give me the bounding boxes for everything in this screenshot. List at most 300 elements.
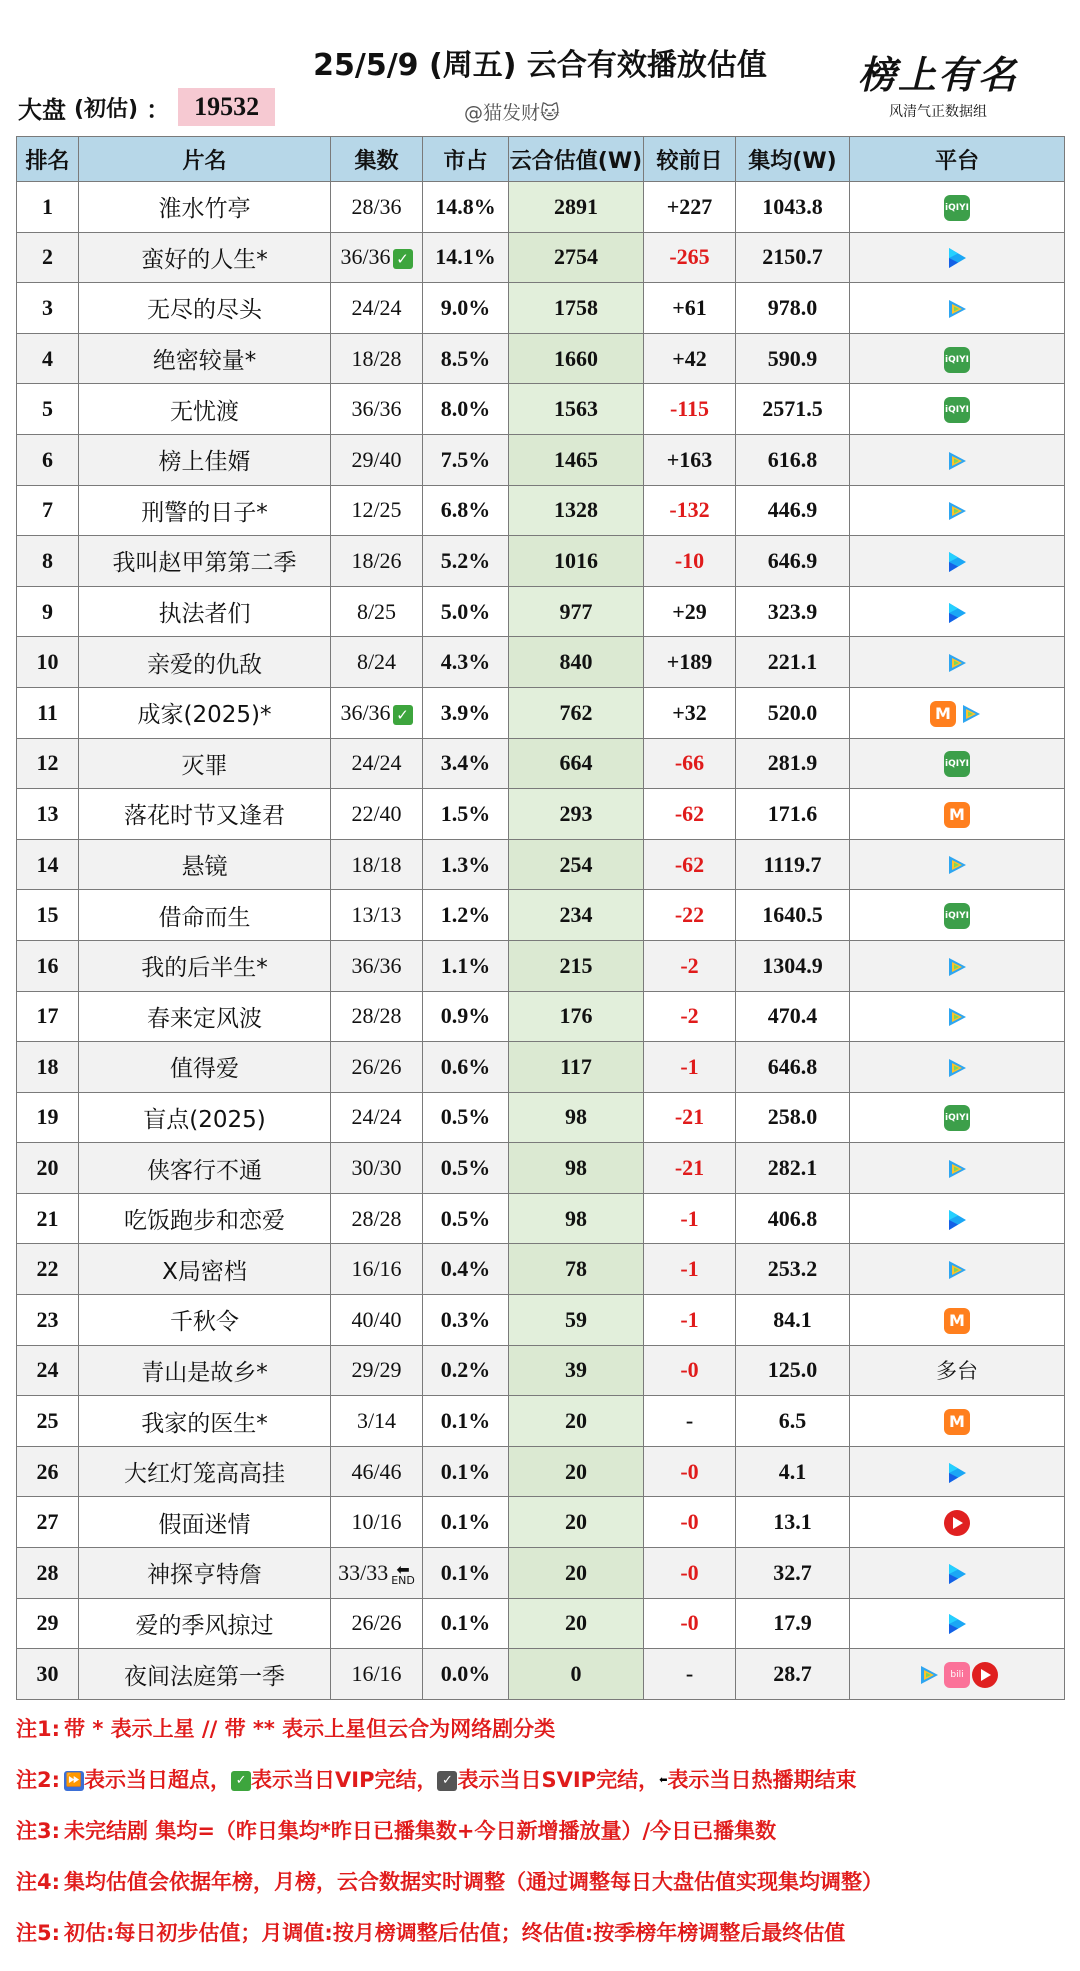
episodes-cell: 30/30 <box>331 1143 423 1194</box>
title-cell: 无尽的尽头 <box>79 283 331 334</box>
rank-cell: 28 <box>17 1548 79 1599</box>
title-cell: 假面迷情 <box>79 1497 331 1548</box>
episodes-cell: 36/36 ✓ <box>331 232 423 283</box>
share-cell: 4.3% <box>423 637 509 688</box>
note-text: 表示当日热播期结束 <box>667 1767 857 1792</box>
end-icon <box>391 1559 415 1587</box>
youku-icon <box>944 1561 970 1587</box>
table-row <box>17 1092 1065 1143</box>
episodes-cell: 3/14 <box>331 1396 423 1447</box>
share-cell: 0.1% <box>423 1396 509 1447</box>
average-cell: 6.5 <box>736 1396 850 1447</box>
delta-cell: -1 <box>644 1295 736 1346</box>
tencent-video-icon <box>958 701 984 727</box>
note-text: 初估:每日初步估值；月调值:按月榜调整后估值；终估值:按季榜年榜调整后最终估值 <box>64 1920 846 1945</box>
rank-cell: 25 <box>17 1396 79 1447</box>
delta-cell: - <box>644 1396 736 1447</box>
episodes-cell: 28/36 <box>331 182 423 233</box>
estimate-cell: 1328 <box>509 485 644 536</box>
title-cell: 我叫赵甲第第二季 <box>79 536 331 587</box>
title-cell: 大红灯笼高高挂 <box>79 1446 331 1497</box>
delta-cell: -1 <box>644 1244 736 1295</box>
share-cell: 7.5% <box>423 434 509 485</box>
average-cell: 282.1 <box>736 1143 850 1194</box>
platform-cell <box>850 1598 1065 1649</box>
rank-cell: 7 <box>17 485 79 536</box>
average-cell: 17.9 <box>736 1598 850 1649</box>
brand-logo <box>848 44 1028 132</box>
title-cell: 侠客行不通 <box>79 1143 331 1194</box>
platform-cell <box>850 940 1065 991</box>
share-cell: 1.3% <box>423 839 509 890</box>
episodes-cell: 8/25 <box>331 586 423 637</box>
migu-icon <box>972 1662 998 1688</box>
delta-cell: -115 <box>644 384 736 435</box>
platform-cell <box>850 333 1065 384</box>
table-header-row <box>17 137 1065 182</box>
youku-icon <box>944 1460 970 1486</box>
estimate-cell: 1016 <box>509 536 644 587</box>
ranking-table <box>16 136 1065 1700</box>
title-cell: 执法者们 <box>79 586 331 637</box>
share-cell: 5.2% <box>423 536 509 587</box>
note-text: 表示当日SVIP完结， <box>457 1767 660 1792</box>
share-cell: 1.2% <box>423 890 509 941</box>
delta-cell: -0 <box>644 1446 736 1497</box>
rank-cell: 27 <box>17 1497 79 1548</box>
delta-cell: -1 <box>644 1042 736 1093</box>
end-arrow: ⬅ <box>396 1559 410 1579</box>
platform-cell <box>850 789 1065 840</box>
estimate-cell: 20 <box>509 1497 644 1548</box>
episodes-cell: 28/28 <box>331 1193 423 1244</box>
mango-tv-icon: M <box>944 802 970 828</box>
average-cell: 2150.7 <box>736 232 850 283</box>
estimate-cell: 254 <box>509 839 644 890</box>
episodes-cell: 10/16 <box>331 1497 423 1548</box>
share-cell: 9.0% <box>423 283 509 334</box>
title-cell: 爱的季风掠过 <box>79 1598 331 1649</box>
average-cell: 1640.5 <box>736 890 850 941</box>
tencent-video-icon <box>944 1156 970 1182</box>
title-cell: 我的后半生* <box>79 940 331 991</box>
tencent-video-icon <box>916 1662 942 1688</box>
iqiyi-icon: iQIYI <box>944 903 970 929</box>
market-label: 大盘 <box>18 95 66 124</box>
estimate-cell: 1758 <box>509 283 644 334</box>
col-platform-header: 平台 <box>850 137 1065 182</box>
share-cell: 8.0% <box>423 384 509 435</box>
rank-cell: 18 <box>17 1042 79 1093</box>
average-cell: 978.0 <box>736 283 850 334</box>
platform-cell <box>850 1396 1065 1447</box>
note-4 <box>16 1857 1064 1908</box>
delta-cell: +42 <box>644 333 736 384</box>
estimate-cell: 293 <box>509 789 644 840</box>
episodes-cell: 13/13 <box>331 890 423 941</box>
platform-cell <box>850 384 1065 435</box>
episodes-cell: 26/26 <box>331 1598 423 1649</box>
col-average-header: 集均(W) <box>736 137 850 182</box>
share-cell: 0.9% <box>423 991 509 1042</box>
table-row <box>17 1396 1065 1447</box>
check-icon-dark: ✓ <box>437 1771 457 1791</box>
col-name-header: 片名 <box>79 137 331 182</box>
platform-cell <box>850 283 1065 334</box>
average-cell: 84.1 <box>736 1295 850 1346</box>
share-cell: 0.0% <box>423 1649 509 1700</box>
rank-cell: 15 <box>17 890 79 941</box>
average-cell: 253.2 <box>736 1244 850 1295</box>
estimate-cell: 0 <box>509 1649 644 1700</box>
estimate-cell: 39 <box>509 1345 644 1396</box>
market-paren: (初估) <box>74 96 139 122</box>
estimate-cell: 20 <box>509 1548 644 1599</box>
delta-cell: -10 <box>644 536 736 587</box>
episodes-cell: 24/24 <box>331 1092 423 1143</box>
share-cell: 0.6% <box>423 1042 509 1093</box>
rank-cell: 9 <box>17 586 79 637</box>
table-row <box>17 283 1065 334</box>
average-cell: 28.7 <box>736 1649 850 1700</box>
estimate-cell: 98 <box>509 1092 644 1143</box>
col-delta-header: 较前日 <box>644 137 736 182</box>
sheet-header <box>16 18 1064 136</box>
share-cell: 8.5% <box>423 333 509 384</box>
rank-cell: 11 <box>17 687 79 738</box>
average-cell: 2571.5 <box>736 384 850 435</box>
delta-cell: -21 <box>644 1092 736 1143</box>
share-cell: 0.1% <box>423 1446 509 1497</box>
youku-icon <box>944 600 970 626</box>
episodes-cell: 36/36 ✓ <box>331 687 423 738</box>
platform-cell <box>850 1497 1065 1548</box>
youku-icon <box>944 245 970 271</box>
platform-text: 多台 <box>936 1359 978 1384</box>
rank-cell: 2 <box>17 232 79 283</box>
platform-cell <box>850 1446 1065 1497</box>
page-title: 25/5/9 (周五) 云合有效播放估值 <box>313 48 767 83</box>
episodes-cell: 18/28 <box>331 333 423 384</box>
note-2 <box>16 1755 1064 1806</box>
table-row <box>17 232 1065 283</box>
platform-cell <box>850 738 1065 789</box>
rank-cell: 3 <box>17 283 79 334</box>
rank-cell: 16 <box>17 940 79 991</box>
delta-cell: -2 <box>644 940 736 991</box>
table-row <box>17 1143 1065 1194</box>
tencent-video-icon <box>944 852 970 878</box>
episodes-cell: 33/33 ⬅ END <box>331 1548 423 1599</box>
rank-cell: 30 <box>17 1649 79 1700</box>
estimate-cell: 176 <box>509 991 644 1042</box>
episodes-cell: 36/36 <box>331 940 423 991</box>
tencent-video-icon <box>944 448 970 474</box>
table-row <box>17 839 1065 890</box>
platform-cell <box>850 586 1065 637</box>
mango-tv-icon: M <box>944 1409 970 1435</box>
note-text: 带 * 表示上星 // 带 ** 表示上星但云合为网络剧分类 <box>64 1716 556 1741</box>
title-cell: 灭罪 <box>79 738 331 789</box>
platform-cell <box>850 536 1065 587</box>
delta-cell: +163 <box>644 434 736 485</box>
table-row <box>17 1295 1065 1346</box>
share-cell: 0.4% <box>423 1244 509 1295</box>
share-cell: 1.5% <box>423 789 509 840</box>
title-cell: 值得爱 <box>79 1042 331 1093</box>
fast-forward-icon: ⏩ <box>64 1771 84 1791</box>
delta-cell: +32 <box>644 687 736 738</box>
average-cell: 470.4 <box>736 991 850 1042</box>
mango-tv-icon: M <box>930 701 956 727</box>
market-value: 19532 <box>178 88 275 126</box>
rank-cell: 24 <box>17 1345 79 1396</box>
title-cell: 千秋令 <box>79 1295 331 1346</box>
title-cell: 淮水竹亭 <box>79 182 331 233</box>
delta-cell: +189 <box>644 637 736 688</box>
platform-cell <box>850 232 1065 283</box>
rank-cell: 23 <box>17 1295 79 1346</box>
table-row <box>17 1244 1065 1295</box>
share-cell: 0.5% <box>423 1092 509 1143</box>
average-cell: 281.9 <box>736 738 850 789</box>
table-row <box>17 1446 1065 1497</box>
platform-cell <box>850 890 1065 941</box>
note-label: 注3: <box>16 1818 61 1843</box>
estimate-cell: 840 <box>509 637 644 688</box>
delta-cell: - <box>644 1649 736 1700</box>
episodes-cell: 16/16 <box>331 1649 423 1700</box>
delta-cell: -132 <box>644 485 736 536</box>
title-cell: 春来定风波 <box>79 991 331 1042</box>
average-cell: 1119.7 <box>736 839 850 890</box>
table-row <box>17 890 1065 941</box>
table-row <box>17 789 1065 840</box>
platform-cell <box>850 1244 1065 1295</box>
share-cell: 0.2% <box>423 1345 509 1396</box>
note-text: 表示当日VIP完结， <box>251 1767 438 1792</box>
title-cell: 绝密较量* <box>79 333 331 384</box>
platform-cell <box>850 839 1065 890</box>
table-row <box>17 434 1065 485</box>
table-row <box>17 940 1065 991</box>
share-cell: 3.4% <box>423 738 509 789</box>
rank-cell: 5 <box>17 384 79 435</box>
tencent-video-icon <box>944 1055 970 1081</box>
average-cell: 258.0 <box>736 1092 850 1143</box>
platform-cell <box>850 434 1065 485</box>
note-1 <box>16 1704 1064 1755</box>
rank-cell: 13 <box>17 789 79 840</box>
title-cell: 夜间法庭第一季 <box>79 1649 331 1700</box>
rank-cell: 19 <box>17 1092 79 1143</box>
table-row <box>17 333 1065 384</box>
share-cell: 0.1% <box>423 1497 509 1548</box>
note-5 <box>16 1908 1064 1959</box>
tencent-video-icon <box>944 296 970 322</box>
table-row <box>17 485 1065 536</box>
episodes-cell: 29/29 <box>331 1345 423 1396</box>
average-cell: 646.9 <box>736 536 850 587</box>
delta-cell: -0 <box>644 1497 736 1548</box>
table-row <box>17 637 1065 688</box>
rank-cell: 22 <box>17 1244 79 1295</box>
table-row <box>17 1345 1065 1396</box>
share-cell: 14.1% <box>423 232 509 283</box>
end-arrow: ⬅ <box>659 1774 668 1786</box>
title-cell: 吃饭跑步和恋爱 <box>79 1193 331 1244</box>
estimate-cell: 1465 <box>509 434 644 485</box>
rank-cell: 20 <box>17 1143 79 1194</box>
check-icon: ✓ <box>231 1771 251 1791</box>
iqiyi-icon: iQIYI <box>944 347 970 373</box>
estimate-cell: 59 <box>509 1295 644 1346</box>
delta-cell: -62 <box>644 789 736 840</box>
average-cell: 13.1 <box>736 1497 850 1548</box>
estimate-cell: 20 <box>509 1598 644 1649</box>
delta-cell: -0 <box>644 1598 736 1649</box>
title-cell: 借命而生 <box>79 890 331 941</box>
tencent-video-icon <box>944 1257 970 1283</box>
title-cell: 青山是故乡* <box>79 1345 331 1396</box>
rank-cell: 10 <box>17 637 79 688</box>
tencent-video-icon <box>944 1004 970 1030</box>
logo-group: 风清气正数据组 <box>889 104 987 120</box>
estimate-cell: 664 <box>509 738 644 789</box>
episodes-cell: 16/16 <box>331 1244 423 1295</box>
estimate-cell: 98 <box>509 1193 644 1244</box>
platform-cell <box>850 637 1065 688</box>
average-cell: 1304.9 <box>736 940 850 991</box>
col-episodes-header: 集数 <box>331 137 423 182</box>
table-row <box>17 384 1065 435</box>
share-cell: 6.8% <box>423 485 509 536</box>
estimate-cell: 1563 <box>509 384 644 435</box>
share-cell: 14.8% <box>423 182 509 233</box>
col-estimate-header: 云合估值(W) <box>509 137 644 182</box>
tencent-video-icon <box>944 954 970 980</box>
col-share-header: 市占 <box>423 137 509 182</box>
episodes-cell: 24/24 <box>331 738 423 789</box>
estimate-cell: 20 <box>509 1446 644 1497</box>
note-label: 注5: <box>16 1920 61 1945</box>
note-text: 表示当日超点， <box>84 1767 232 1792</box>
title-cell: 神探亨特詹 <box>79 1548 331 1599</box>
delta-cell: -0 <box>644 1548 736 1599</box>
estimate-cell: 977 <box>509 586 644 637</box>
source-credit: @猫发财🐱 <box>464 102 560 124</box>
title-cell: 亲爱的仇敌 <box>79 637 331 688</box>
average-cell: 646.8 <box>736 1042 850 1093</box>
table-row <box>17 687 1065 738</box>
rank-cell: 6 <box>17 434 79 485</box>
share-cell: 5.0% <box>423 586 509 637</box>
iqiyi-icon: iQIYI <box>944 751 970 777</box>
table-row <box>17 586 1065 637</box>
platform-cell <box>850 1548 1065 1599</box>
title-cell: 刑警的日子* <box>79 485 331 536</box>
delta-cell: +227 <box>644 182 736 233</box>
episodes-cell: 46/46 <box>331 1446 423 1497</box>
share-cell: 0.5% <box>423 1193 509 1244</box>
title-cell: 蛮好的人生* <box>79 232 331 283</box>
episodes-cell: 18/26 <box>331 536 423 587</box>
market-summary <box>18 88 275 126</box>
youku-icon <box>944 1207 970 1233</box>
end-label: END <box>391 1573 415 1587</box>
estimate-cell: 234 <box>509 890 644 941</box>
notes-section <box>16 1704 1064 1959</box>
iqiyi-icon: iQIYI <box>944 397 970 423</box>
table-row <box>17 1193 1065 1244</box>
estimate-cell: 762 <box>509 687 644 738</box>
migu-icon <box>944 1510 970 1536</box>
platform-cell <box>850 1295 1065 1346</box>
share-cell: 1.1% <box>423 940 509 991</box>
table-row <box>17 1649 1065 1700</box>
table-row <box>17 991 1065 1042</box>
iqiyi-icon: iQIYI <box>944 1105 970 1131</box>
estimate-cell: 78 <box>509 1244 644 1295</box>
title-cell: 我家的医生* <box>79 1396 331 1447</box>
note-text: 集均估值会依据年榜，月榜，云合数据实时调整（通过调整每日大盘估值实现集均调整） <box>64 1869 884 1894</box>
estimate-cell: 215 <box>509 940 644 991</box>
iqiyi-icon: iQIYI <box>944 195 970 221</box>
average-cell: 171.6 <box>736 789 850 840</box>
rank-cell: 1 <box>17 182 79 233</box>
check-icon: ✓ <box>393 249 413 269</box>
rank-cell: 21 <box>17 1193 79 1244</box>
platform-cell <box>850 1092 1065 1143</box>
platform-cell <box>850 1042 1065 1093</box>
col-rank-header: 排名 <box>17 137 79 182</box>
average-cell: 4.1 <box>736 1446 850 1497</box>
average-cell: 323.9 <box>736 586 850 637</box>
episodes-cell: 12/25 <box>331 485 423 536</box>
table-row <box>17 1497 1065 1548</box>
mango-tv-icon: M <box>944 1308 970 1334</box>
table-row <box>17 1598 1065 1649</box>
table-row <box>17 1042 1065 1093</box>
episodes-cell: 36/36 <box>331 384 423 435</box>
delta-cell: -66 <box>644 738 736 789</box>
average-cell: 616.8 <box>736 434 850 485</box>
youku-icon <box>944 1611 970 1637</box>
episodes-cell: 26/26 <box>331 1042 423 1093</box>
title-cell: 榜上佳婿 <box>79 434 331 485</box>
youku-icon <box>944 549 970 575</box>
delta-cell: -21 <box>644 1143 736 1194</box>
estimate-cell: 98 <box>509 1143 644 1194</box>
rank-cell: 4 <box>17 333 79 384</box>
average-cell: 125.0 <box>736 1345 850 1396</box>
tencent-video-icon <box>944 498 970 524</box>
delta-cell: +29 <box>644 586 736 637</box>
platform-cell <box>850 1649 1065 1700</box>
rank-cell: 14 <box>17 839 79 890</box>
title-cell: 盲点(2025) <box>79 1092 331 1143</box>
share-cell: 0.5% <box>423 1143 509 1194</box>
estimate-cell: 20 <box>509 1396 644 1447</box>
share-cell: 0.1% <box>423 1598 509 1649</box>
note-label: 注4: <box>16 1869 61 1894</box>
episodes-cell: 28/28 <box>331 991 423 1042</box>
delta-cell: -2 <box>644 991 736 1042</box>
rank-cell: 26 <box>17 1446 79 1497</box>
title-cell: 无忧渡 <box>79 384 331 435</box>
average-cell: 1043.8 <box>736 182 850 233</box>
ranking-sheet <box>16 18 1064 1959</box>
